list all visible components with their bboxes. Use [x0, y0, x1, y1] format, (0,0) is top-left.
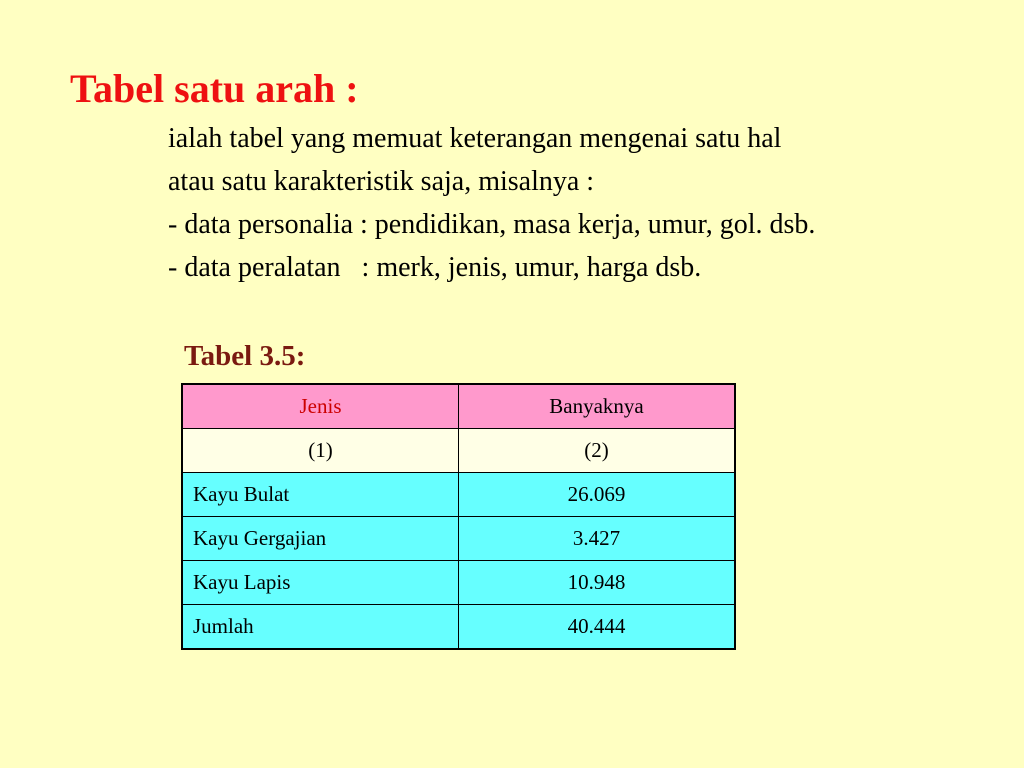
- description-line: - data personalia : pendidikan, masa kerja, umur, gol. dsb.: [168, 209, 816, 240]
- table-row: [182, 561, 735, 605]
- slide-title: Tabel satu arah :: [70, 66, 359, 111]
- header-jenis: Jenis: [182, 384, 459, 429]
- cell-banyaknya: 3.427: [459, 517, 736, 561]
- data-table: [181, 383, 736, 650]
- cell-banyaknya: 10.948: [459, 561, 736, 605]
- header-banyaknya: Banyaknya: [459, 384, 736, 429]
- cell-jenis: Jumlah: [182, 605, 459, 650]
- cell-jenis: Kayu Bulat: [182, 473, 459, 517]
- table-row-total: [182, 605, 735, 650]
- table-caption: Tabel 3.5:: [184, 340, 306, 372]
- cell-banyaknya: 26.069: [459, 473, 736, 517]
- table-row: [182, 473, 735, 517]
- cell-jenis: Kayu Gergajian: [182, 517, 459, 561]
- description-line: ialah tabel yang memuat keterangan mengenai satu hal: [168, 123, 782, 154]
- column-number-row: [182, 429, 735, 473]
- cell-jenis: Kayu Lapis: [182, 561, 459, 605]
- column-number-1: (1): [182, 429, 459, 473]
- description-text: [168, 117, 815, 289]
- description-line: atau satu karakteristik saja, misalnya :: [168, 166, 595, 197]
- table-row: [182, 517, 735, 561]
- cell-banyaknya: 40.444: [459, 605, 736, 650]
- description-line: - data peralatan : merk, jenis, umur, harga dsb.: [168, 252, 702, 283]
- table-header-row: [182, 384, 735, 429]
- column-number-2: (2): [459, 429, 736, 473]
